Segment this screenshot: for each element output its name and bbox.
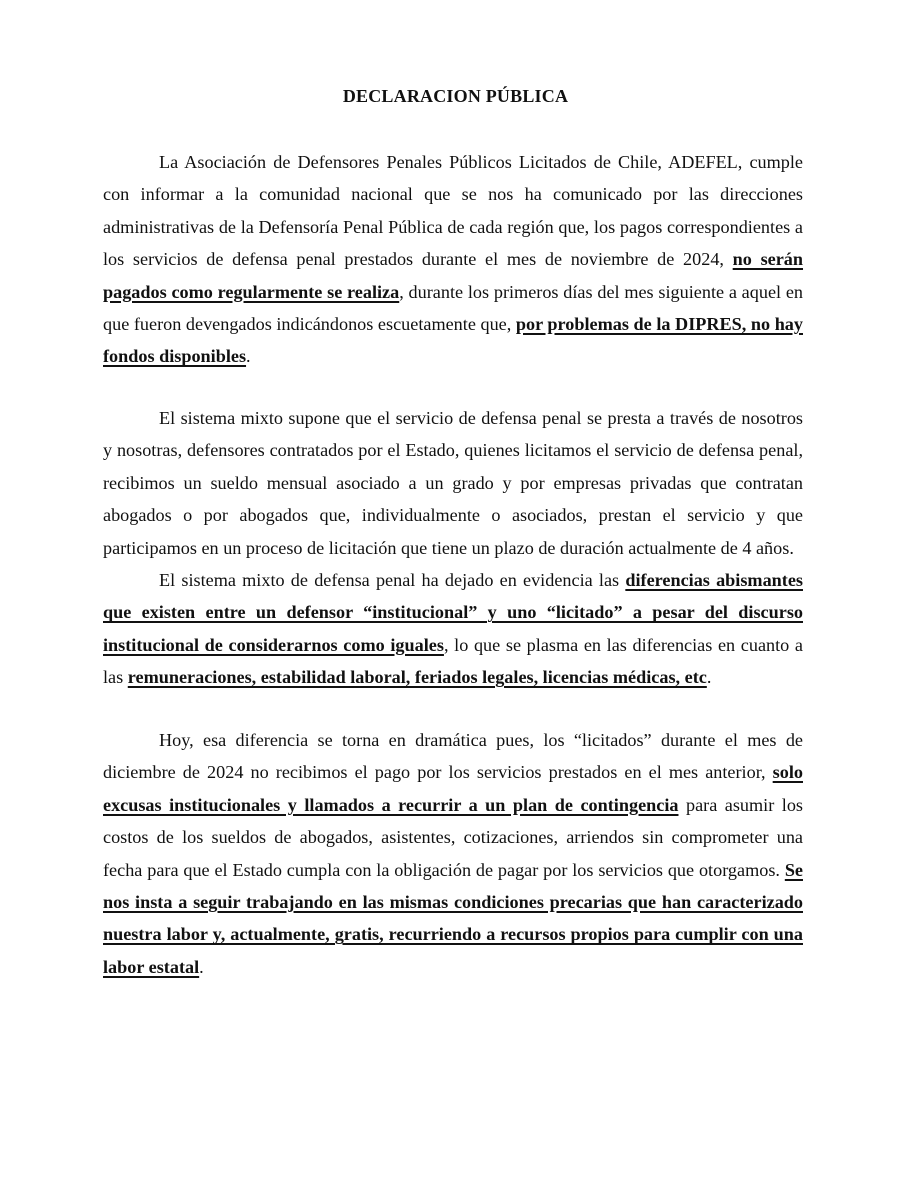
paragraph-announcement — [103, 146, 803, 373]
highlighted-text: diferencias abismantes que existen entre un defensor “institucional” y uno “licitado” a pesar del discurso institucional de considerarnos como iguales — [103, 570, 803, 655]
paragraph-text: . — [199, 956, 204, 977]
document-title: DECLARACION PÚBLICA — [342, 86, 569, 106]
paragraph-differences — [103, 564, 803, 694]
paragraph-text: , lo que se plasma en las diferencias en cuanto a las — [103, 634, 804, 688]
highlighted-text: Se nos insta a seguir trabajando en las mismas condiciones precarias que han caracterizado nuestra labor y, actualmente, gratis, recurriendo a recursos propios para cumplir con una labor estatal — [103, 859, 803, 977]
paragraph-text: . — [246, 346, 251, 367]
highlighted-text: por problemas de la DIPRES, no hay fondos disponibles — [103, 314, 803, 367]
highlighted-text: no serán pagados como regularmente se realiza — [103, 249, 804, 302]
highlighted-text: solo excusas institucionales y llamados a recurrir a un plan de contingencia — [103, 762, 803, 815]
highlighted-text: remuneraciones, estabilidad laboral, feriados legales, licencias médicas, etc — [127, 667, 707, 688]
paragraph-text: para asumir los costos de los sueldos de abogados, asistentes, cotizaciones, arriendos sin comprometer una fecha para que el Estado cumpla con la obligación de pagar por los servicios que otorgamos. — [103, 794, 803, 880]
paragraph-text: , durante los primeros días del mes siguiente a aquel en que fueron devengados indicándonos escuetamente que, — [103, 281, 804, 335]
paragraph-text: . — [706, 667, 712, 688]
paragraph-text: La Asociación de Defensores Penales Públicos Licitados de Chile, ADEFEL, cumple con informar a la comunidad nacional que se nos ha comunicado por las direcciones administrativas de la Defensoría Penal Pública de cada región que, los pagos correspondientes a los servicios de defensa penal prestados durante el mes de noviembre de 2024, — [103, 152, 803, 270]
paragraph-text: El sistema mixto de defensa penal ha dejado en evidencia las — [159, 570, 626, 590]
paragraph-mixed-system — [103, 402, 803, 564]
paragraph-text: El sistema mixto supone que el servicio de defensa penal se presta a través de nosotros y nosotras, defensores contratados por el Estado, quienes licitamos el servicio de defensa penal, recibimos un sueldo mensual asociado a un grado y por empresas privadas que contratan abogados o por abogados que, individualmente o asociados, prestan el servicio y que participamos en un proceso de licitación que tiene un plazo de duración actualmente de 4 años. — [103, 408, 803, 558]
paragraph-text: Hoy, esa diferencia se torna en dramática pues, los “licitados” durante el mes de diciembre de 2024 no recibimos el pago por los servicios prestados en el mes anterior, — [103, 730, 803, 783]
paragraph-current-situation — [103, 724, 803, 983]
